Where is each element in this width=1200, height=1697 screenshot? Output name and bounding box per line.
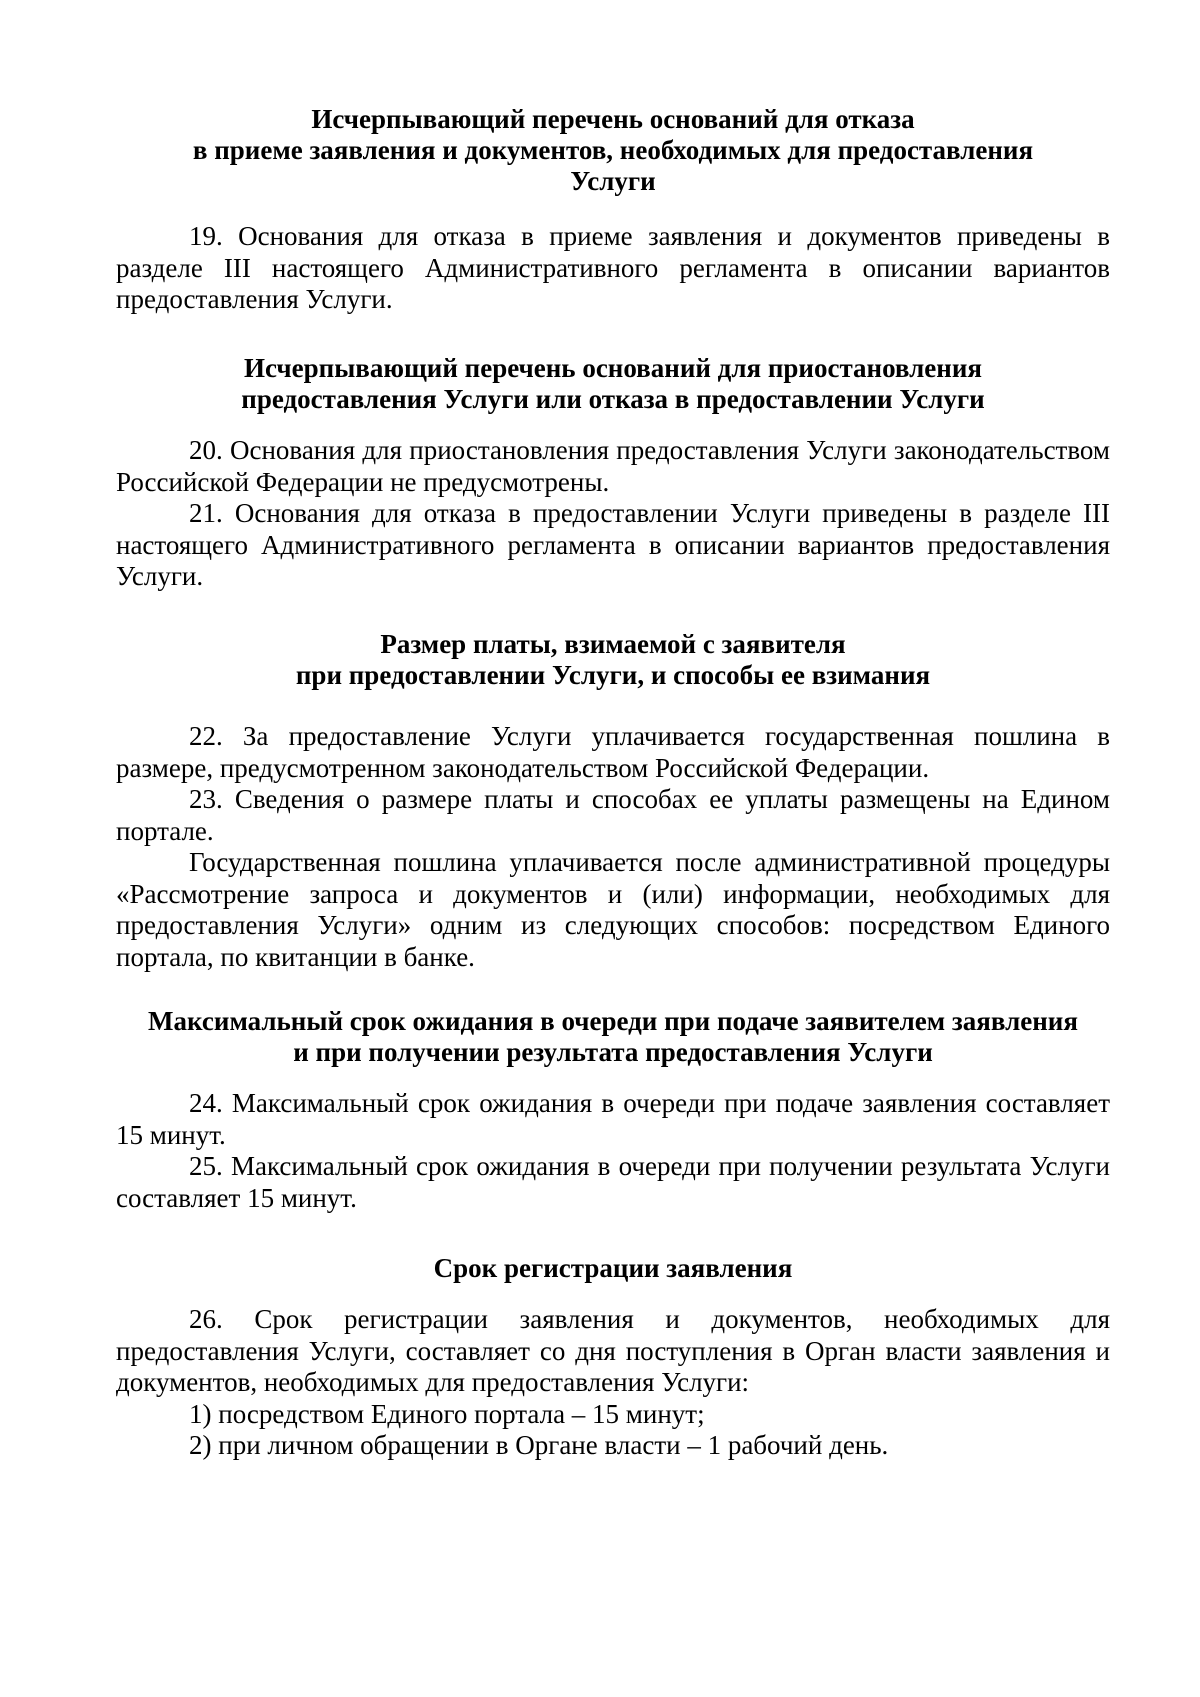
- section-registration-body: [116, 1304, 1110, 1462]
- paragraph-23: 23. Сведения о размере платы и способах ее уплаты размещены на Едином портале.: [116, 784, 1110, 846]
- section-heading: [116, 629, 1110, 691]
- heading-line: и при получении результата предоставления Услуги: [293, 1037, 933, 1067]
- section-suspension-body: [116, 435, 1110, 593]
- paragraph-24: 24. Максимальный срок ожидания в очереди при подаче заявления составляет 15 минут.: [116, 1088, 1110, 1150]
- paragraph-22: 22. За предоставление Услуги уплачивается государственная пошлина в размере, предусмотренном законодательством Российской Федерации.: [116, 721, 1110, 783]
- paragraph-20: 20. Основания для приостановления предоставления Услуги законодательством Российской Федерации не предусмотрены.: [116, 435, 1110, 497]
- section-heading: [116, 104, 1110, 197]
- heading-line: Срок регистрации заявления: [433, 1253, 793, 1283]
- heading-line: Исчерпывающий перечень оснований для отказа: [311, 104, 915, 134]
- section-fee: [116, 629, 1110, 691]
- section-heading: [116, 353, 1110, 415]
- section-refusal-acceptance: [116, 104, 1110, 197]
- paragraph-fee-methods: Государственная пошлина уплачивается после административной процедуры «Рассмотрение запроса и документов и (или) информации, необходимых для предоставления Услуги» одним из следующих способов: посредством Единого портала, по квитанции в банке.: [116, 847, 1110, 972]
- heading-line: при предоставлении Услуги, и способы ее взимания: [295, 660, 931, 690]
- paragraph-19: 19. Основания для отказа в приеме заявления и документов приведены в разделе III настоящего Административного регламента в описании вариантов предоставления Услуги.: [116, 221, 1110, 314]
- heading-line: Исчерпывающий перечень оснований для приостановления: [243, 353, 983, 383]
- section-registration: [116, 1253, 1110, 1284]
- heading-line: в приеме заявления и документов, необходимых для предоставления: [192, 135, 1034, 165]
- section-heading: [116, 1006, 1110, 1068]
- section-suspension: [116, 353, 1110, 415]
- section-fee-body: [116, 721, 1110, 973]
- heading-line: предоставления Услуги или отказа в предоставлении Услуги: [241, 384, 985, 414]
- heading-line: Максимальный срок ожидания в очереди при подаче заявителем заявления: [148, 1006, 1078, 1036]
- list-item-in-person: 2) при личном обращении в Органе власти – 1 рабочий день.: [189, 1430, 889, 1460]
- paragraph-25: 25. Максимальный срок ожидания в очереди при получении результата Услуги составляет 15 минут.: [116, 1151, 1110, 1213]
- heading-line: Размер платы, взимаемой с заявителя: [380, 629, 846, 659]
- list-item-portal: 1) посредством Единого портала – 15 минут;: [189, 1398, 705, 1429]
- section-heading: [116, 1253, 1110, 1284]
- section-queue-body: [116, 1088, 1110, 1214]
- paragraph-21: 21. Основания для отказа в предоставлении Услуги приведены в разделе III настоящего Административного регламента в описании вариантов предоставления Услуги.: [116, 498, 1110, 591]
- section-queue: [116, 1006, 1110, 1068]
- section-refusal-acceptance-body: [116, 221, 1110, 316]
- paragraph-26: 26. Срок регистрации заявления и документов, необходимых для предоставления Услуги, составляет со дня поступления в Орган власти заявления и документов, необходимых для предоставления Услуги:: [116, 1304, 1110, 1397]
- heading-line: Услуги: [570, 166, 656, 196]
